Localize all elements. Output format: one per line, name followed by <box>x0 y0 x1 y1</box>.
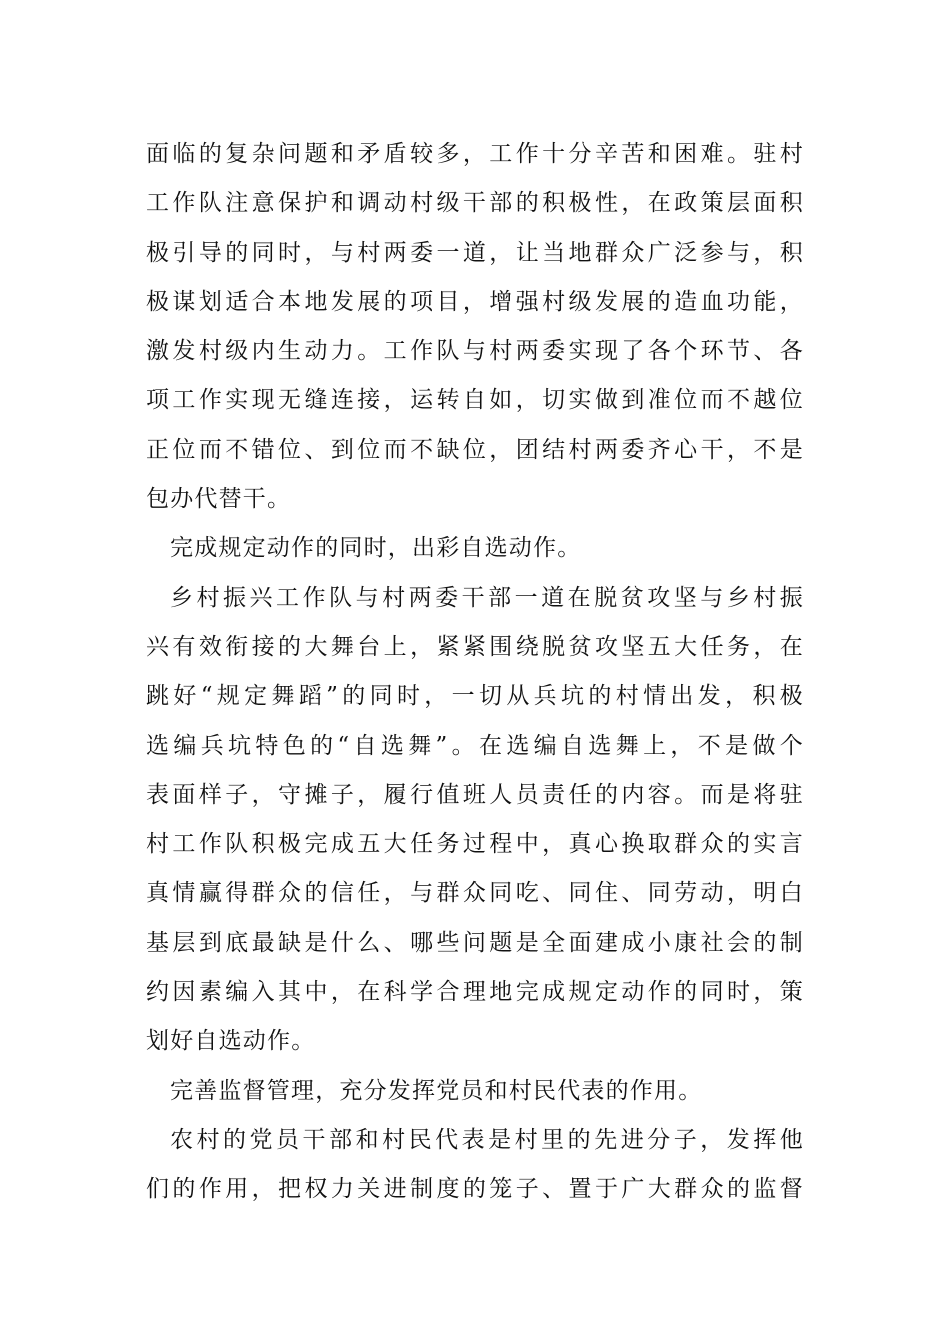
text-line: 兴有效衔接的大舞台上，紧紧围绕脱贫攻坚五大任务，在 <box>146 633 804 660</box>
text-line: 完善监督管理，充分发挥党员和村民代表的作用。 <box>170 1077 703 1104</box>
text-line: 工作队注意保护和调动村级干部的积极性，在政策层面积 <box>146 190 804 217</box>
text-line: 真情赢得群众的信任，与群众同吃、同住、同劳动，明白 <box>146 880 804 907</box>
text-line: 表面样子，守摊子，履行值班人员责任的内容。而是将驻 <box>146 781 804 808</box>
text-line: 跳好“规定舞蹈”的同时，一切从兵坑的村情出发，积极 <box>146 683 804 710</box>
document-body <box>146 130 804 1215</box>
text-line: 农村的党员干部和村民代表是村里的先进分子，发挥他 <box>170 1126 804 1153</box>
text-line: 乡村振兴工作队与村两委干部一道在脱贫攻坚与乡村振 <box>170 584 804 611</box>
text-line: 完成规定动作的同时，出彩自选动作。 <box>170 535 582 562</box>
text-line: 项工作实现无缝连接，运转自如，切实做到准位而不越位 <box>146 387 804 414</box>
text-line: 们的作用，把权力关进制度的笼子、置于广大群众的监督 <box>146 1176 804 1203</box>
text-line: 选编兵坑特色的“自选舞”。在选编自选舞上，不是做个 <box>146 732 804 759</box>
text-line: 极引导的同时，与村两委一道，让当地群众广泛参与，积 <box>146 239 804 266</box>
text-line: 划好自选动作。 <box>146 1028 316 1055</box>
text-line: 极谋划适合本地发展的项目，增强村级发展的造血功能， <box>146 288 804 315</box>
text-line: 约因素编入其中，在科学合理地完成规定动作的同时，策 <box>146 979 804 1006</box>
text-line: 村工作队积极完成五大任务过程中，真心换取群众的实言 <box>146 831 804 858</box>
text-line: 正位而不错位、到位而不缺位，团结村两委齐心干，不是 <box>146 436 804 463</box>
text-line: 基层到底最缺是什么、哪些问题是全面建成小康社会的制 <box>146 929 804 956</box>
text-line: 激发村级内生动力。工作队与村两委实现了各个环节、各 <box>146 338 804 365</box>
text-line: 面临的复杂问题和矛盾较多，工作十分辛苦和困难。驻村 <box>146 141 804 167</box>
text-line: 包办代替干。 <box>146 486 292 513</box>
